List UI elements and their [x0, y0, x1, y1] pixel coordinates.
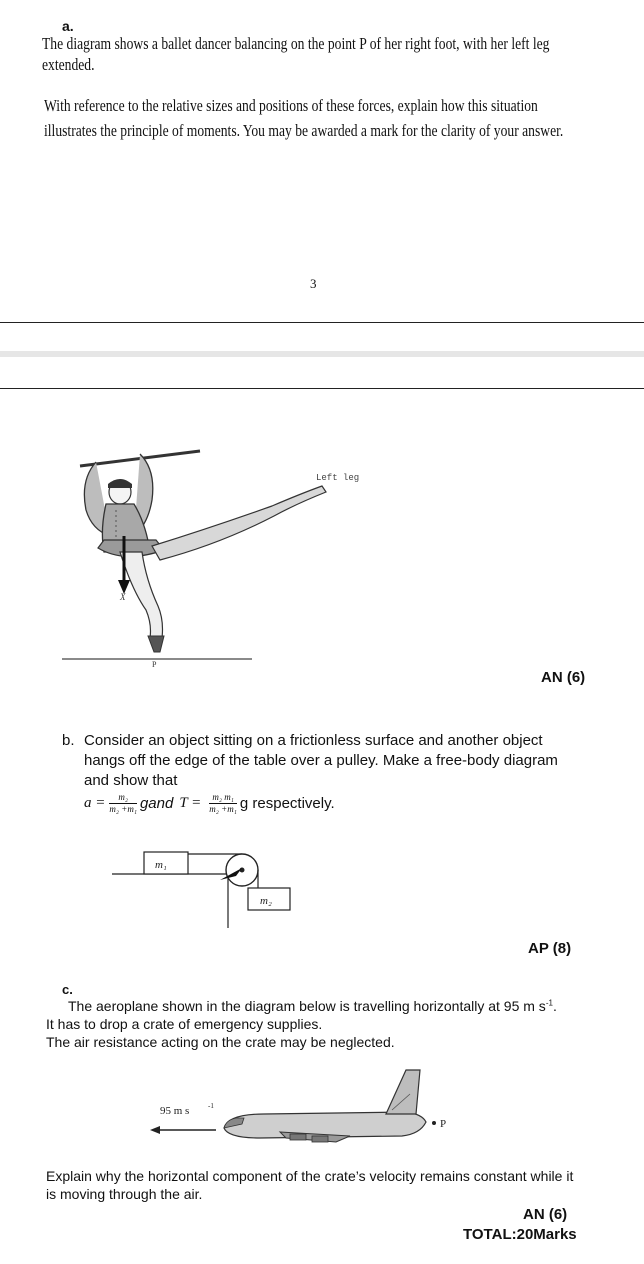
part-b-equation: [84, 786, 335, 820]
label-point-p: P: [440, 1118, 447, 1130]
eq-t-lhs: T =: [179, 794, 202, 811]
eq-fraction-a-den: m₂ +m₁: [109, 803, 137, 814]
part-c-label: c.: [62, 982, 73, 997]
plane-engine-2: [312, 1136, 328, 1142]
label-speed-sup: -1: [208, 1102, 214, 1110]
part-c-line1-text: The aeroplane shown in the diagram below is travelling horizontally at 95 m s: [68, 998, 546, 1014]
part-c-line3: The air resistance acting on the crate may be neglected.: [46, 1034, 395, 1050]
part-a-intro-line2: extended.: [42, 55, 95, 74]
eq-fraction-t: [209, 792, 237, 815]
eq-fraction-t-den: m₂ +m₁: [209, 803, 237, 814]
part-a-marks: AN (6): [541, 669, 586, 686]
part-a-question-line2: illustrates the principle of moments. You may be awarded a mark for the clarity of your answer.: [44, 121, 564, 140]
part-c-line1-end: .: [552, 998, 557, 1014]
label-left-leg: Left leg: [316, 473, 360, 483]
velocity-arrowhead: [150, 1126, 160, 1134]
label-m1: m₁: [155, 859, 167, 871]
label-m2: m₂: [260, 895, 272, 907]
page-divider-bottom: [0, 388, 644, 389]
total-marks: TOTAL:20Marks: [463, 1226, 577, 1243]
part-c-line1: [68, 998, 557, 1014]
part-b-line3: and show that: [84, 772, 178, 789]
point-p-dot: [432, 1121, 436, 1125]
eq-fraction-t-num: m₂ m₁: [209, 792, 237, 804]
aeroplane-diagram: [140, 1064, 470, 1148]
part-b-line1: Consider an object sitting on a frictionless surface and another object: [84, 732, 543, 749]
label-p: P: [152, 660, 157, 669]
ballet-dancer-diagram: [60, 440, 380, 672]
dancer-hat: [108, 479, 132, 488]
eq-fraction-a: [109, 792, 137, 815]
page-number: 3: [310, 276, 317, 291]
part-b-marks: AP (8): [528, 940, 572, 957]
label-x: X: [120, 592, 126, 602]
part-a-label: a.: [62, 18, 74, 34]
part-a-intro-line1: The diagram shows a ballet dancer balancing on the point P of her right foot, with her left leg: [42, 34, 550, 53]
dancer-left-leg: [152, 486, 326, 560]
pulley-diagram: [110, 844, 310, 930]
part-c-line2: It has to drop a crate of emergency supplies.: [46, 1016, 323, 1032]
plane-engine-1: [290, 1134, 306, 1140]
part-c-question-line2: is moving through the air.: [46, 1186, 203, 1202]
part-c-question-line1: Explain why the horizontal component of the crate’s velocity remains constant while it: [46, 1168, 574, 1184]
label-speed: 95 m s: [160, 1105, 190, 1117]
eq-fraction-a-num: m₂: [109, 792, 137, 804]
part-c-marks: AN (6): [523, 1206, 568, 1223]
eq-a-lhs: a =: [84, 794, 106, 811]
part-b-line2: hangs off the edge of the table over a pulley. Make a free-body diagram: [84, 752, 558, 769]
part-b-label: b.: [62, 732, 75, 749]
plane-tail: [386, 1070, 420, 1114]
eq-gand: gand: [139, 794, 174, 812]
page-divider-top: [0, 322, 644, 323]
dancer-foot: [148, 636, 164, 652]
page-gap: [0, 351, 644, 357]
dancer-right-leg: [120, 552, 163, 638]
part-c-line1-sup: -1: [545, 998, 553, 1008]
part-a-question-line1: With reference to the relative sizes and positions of these forces, explain how this situation: [44, 96, 538, 115]
eq-end: g respectively.: [239, 794, 335, 812]
